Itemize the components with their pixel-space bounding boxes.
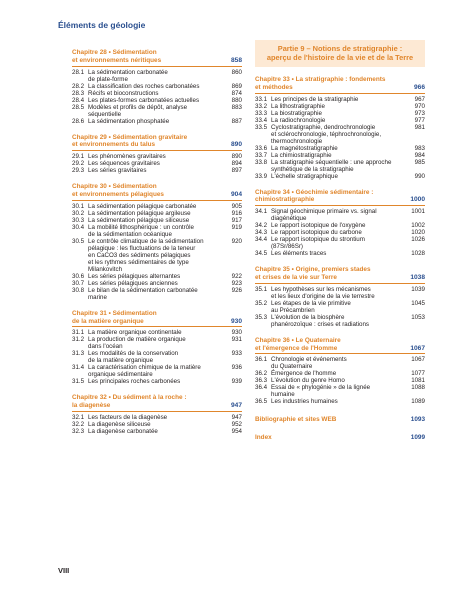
section-number: 33.4	[255, 116, 268, 124]
chapter-page: 890	[230, 141, 242, 149]
section-title: La matière organique continentale	[88, 329, 182, 337]
toc-end-items	[255, 416, 425, 441]
toc-entry	[72, 69, 242, 83]
section-number: 30.2	[72, 209, 85, 217]
section-title: Modèles et profils de dépôt, analyse séquentielle	[88, 103, 188, 118]
toc-entry	[72, 329, 242, 336]
chapter-heading	[72, 310, 242, 326]
chapter-rule	[72, 200, 242, 201]
section-title: La magnétostratigraphie	[271, 144, 338, 152]
section-title: La chimiostratigraphie	[271, 151, 332, 159]
toc-entry	[72, 217, 242, 224]
section-title: Les séquences gravitaires	[88, 160, 160, 168]
section-page: 1067	[411, 356, 425, 364]
section-number: 28.3	[72, 89, 85, 97]
section-number: 28.1	[72, 68, 85, 76]
section-page: 947	[231, 413, 242, 421]
toc-entry	[72, 210, 242, 217]
section-number: 34.2	[255, 222, 268, 230]
chapter-block	[255, 337, 425, 406]
section-number: 31.2	[72, 336, 85, 344]
section-page: 1001	[411, 208, 425, 216]
toc-entry	[255, 356, 425, 370]
section-page: 936	[231, 364, 242, 372]
section-title: Les éléments traces	[271, 250, 327, 258]
section-title: Les plates-formes carbonatées actuelles	[88, 96, 200, 104]
chapter-rule	[255, 93, 425, 94]
chapter-heading	[255, 266, 425, 282]
section-page: 990	[414, 172, 425, 180]
chapter-title: Chapitre 34 • Géochimie sédimentaire : chimiostratigraphie	[255, 188, 374, 204]
chapter-block	[72, 310, 242, 386]
chapter-rule	[255, 353, 425, 354]
section-page: 916	[231, 209, 242, 217]
section-number: 30.3	[72, 216, 85, 224]
section-title: Le rapport isotopique du strontium (87Sr/86Sr)	[271, 236, 365, 251]
section-number: 36.4	[255, 384, 268, 392]
chapter-heading	[72, 183, 242, 199]
chapter-block	[72, 394, 242, 435]
toc-entry	[72, 428, 242, 435]
section-page: 920	[231, 237, 242, 245]
toc-entry	[255, 229, 425, 236]
chapter-title: Chapitre 32 • Du sédiment à la roche : la diagenèse	[72, 394, 187, 410]
section-number: 28.6	[72, 117, 85, 125]
section-page: 931	[231, 336, 242, 344]
section-page: 887	[231, 117, 242, 125]
section-number: 29.2	[72, 160, 85, 168]
section-title: La classification des roches carbonatées	[88, 82, 200, 90]
section-page: 919	[231, 223, 242, 231]
chapter-block	[72, 49, 242, 125]
section-number: 36.1	[255, 356, 268, 364]
chapter-title: Chapitre 35 • Origine, premiers stades et crises de la vie sur Terre	[255, 266, 371, 281]
section-number: 31.5	[72, 378, 85, 386]
section-title: Le rapport isotopique du carbone	[271, 229, 362, 237]
section-number: 29.1	[72, 153, 85, 161]
toc-entry	[72, 160, 242, 167]
section-page: 1002	[411, 222, 425, 230]
section-page: 1053	[411, 313, 425, 321]
toc-right-chapters	[255, 76, 425, 405]
toc-entry	[72, 421, 242, 428]
chapter-title: Chapitre 33 • La stratigraphie : fondements et méthodes	[255, 76, 386, 91]
toc-entry	[72, 118, 242, 125]
toc-entry	[255, 145, 425, 152]
toc-entry	[255, 152, 425, 159]
page-number: VIII	[58, 566, 70, 575]
section-title: Cyclostratigraphie, dendrochronologie et sclérochronologie, téphrochronologie, thermochronologie	[271, 123, 382, 145]
section-page: 939	[231, 378, 242, 386]
end-item-page: 1093	[410, 416, 425, 424]
section-number: 34.1	[255, 208, 268, 216]
toc-entry	[255, 96, 425, 103]
section-title: Les séries pélagiques alternantes	[88, 272, 181, 280]
section-page: 874	[231, 89, 242, 97]
chapter-block	[72, 134, 242, 175]
section-page: 869	[231, 82, 242, 90]
section-number: 34.5	[255, 250, 268, 258]
section-number: 33.7	[255, 151, 268, 159]
chapter-title: Chapitre 31 • Sédimentation de la matière organique	[72, 309, 157, 325]
toc-entry	[255, 370, 425, 377]
chapter-heading	[255, 337, 425, 353]
section-title: Le bilan de la sédimentation carbonatée marine	[88, 286, 198, 301]
section-title: L'échelle stratigraphique	[271, 172, 338, 180]
section-title: Chronologie et événements du Quaternaire	[271, 356, 347, 371]
toc-entry	[72, 364, 242, 378]
chapter-page: 858	[230, 56, 242, 64]
chapter-rule	[72, 411, 242, 412]
section-page: 1045	[411, 299, 425, 307]
section-page: 930	[231, 329, 242, 337]
section-page: 973	[414, 109, 425, 117]
toc-entry	[255, 159, 425, 173]
toc-left-column	[72, 40, 242, 435]
toc-entry	[255, 124, 425, 145]
section-number: 33.3	[255, 109, 268, 117]
section-title: Émergence de l'homme	[271, 370, 337, 378]
section-number: 36.5	[255, 398, 268, 406]
toc-entry	[255, 173, 425, 180]
toc-entry	[72, 287, 242, 301]
toc-entry	[72, 224, 242, 238]
section-title: La mobilité lithosphérique : un contrôle de la sédimentation océanique	[88, 223, 194, 238]
chapter-rule	[72, 326, 242, 327]
section-page: 970	[414, 102, 425, 110]
section-title: Les modalités de la conservation de la matière organique	[88, 350, 179, 365]
section-page: 984	[414, 151, 425, 159]
section-number: 30.4	[72, 223, 85, 231]
section-title: Les séries pélagiques anciennes	[88, 279, 178, 287]
section-page: 1039	[411, 285, 425, 293]
toc-entry	[255, 103, 425, 110]
chapter-title: Chapitre 36 • Le Quaternaire et l'émergence de l'Homme	[255, 336, 341, 352]
section-number: 33.5	[255, 123, 268, 131]
section-title: La lithostratigraphie	[271, 102, 326, 110]
toc-entry	[255, 222, 425, 229]
chapter-heading	[72, 394, 242, 410]
toc-entry	[255, 110, 425, 117]
section-page: 926	[231, 286, 242, 294]
toc-entry	[72, 378, 242, 385]
section-page: 967	[414, 95, 425, 103]
section-page: 954	[231, 427, 242, 435]
section-number: 30.6	[72, 272, 85, 280]
section-title: Récifs et bioconstructions	[88, 89, 159, 97]
end-item	[255, 416, 425, 423]
chapter-page: 1067	[410, 344, 425, 352]
end-item-page: 1099	[410, 434, 425, 442]
section-page: 983	[414, 144, 425, 152]
toc-entry	[72, 350, 242, 364]
section-page: 917	[231, 216, 242, 224]
section-number: 34.3	[255, 229, 268, 237]
chapter-heading	[72, 49, 242, 65]
section-number: 31.3	[72, 350, 85, 358]
section-page: 985	[414, 158, 425, 166]
chapter-rule	[72, 66, 242, 67]
end-item	[255, 434, 425, 441]
section-number: 35.2	[255, 299, 268, 307]
chapter-heading	[255, 189, 425, 205]
toc-entry	[255, 384, 425, 398]
section-number: 28.4	[72, 96, 85, 104]
section-page: 880	[231, 96, 242, 104]
chapter-page: 930	[230, 317, 242, 325]
chapter-title: Chapitre 30 • Sédimentation et environnements pélagiques	[72, 183, 164, 198]
section-title: Les hypothèses sur les mécanismes et les lieux d'origine de la vie terrestre	[271, 285, 375, 300]
section-number: 30.1	[72, 202, 85, 210]
section-title: La sédimentation pélagique siliceuse	[88, 216, 190, 224]
section-title: Les étapes de la vie primitive au Précambrien	[271, 299, 351, 314]
chapter-heading	[72, 134, 242, 150]
section-number: 31.4	[72, 364, 85, 372]
section-title: Signal géochimique primaire vs. signal diagénétique	[271, 208, 377, 223]
section-title: La stratigraphie séquentielle : une approche synthétique de la stratigraphie	[271, 158, 392, 173]
toc-entry	[72, 280, 242, 287]
toc-entry	[255, 300, 425, 314]
running-head: Éléments de géologie	[58, 20, 146, 30]
chapter-page: 1000	[410, 196, 425, 204]
section-number: 33.1	[255, 95, 268, 103]
toc-entry	[72, 238, 242, 273]
chapter-block	[255, 266, 425, 328]
part-heading: Partie 9 – Notions de stratigraphie : aperçu de l'histoire de la vie et de la Terre	[255, 40, 425, 67]
section-number: 30.7	[72, 279, 85, 287]
chapter-block	[255, 189, 425, 258]
section-number: 33.2	[255, 102, 268, 110]
section-page: 897	[231, 167, 242, 175]
section-number: 33.8	[255, 158, 268, 166]
toc-entry	[72, 203, 242, 210]
section-title: Essai de « phylogénie » de la lignée humaine	[271, 384, 371, 399]
section-page: 1081	[411, 377, 425, 385]
toc-entry	[72, 90, 242, 97]
section-number: 30.5	[72, 237, 85, 245]
chapter-page: 947	[230, 402, 242, 410]
section-title: Les industries humaines	[271, 398, 338, 406]
section-title: La sédimentation pélagique argileuse	[88, 209, 191, 217]
toc-entry	[255, 377, 425, 384]
section-page: 1026	[411, 236, 425, 244]
chapter-rule	[255, 283, 425, 284]
section-number: 28.2	[72, 82, 85, 90]
section-title: La sédimentation pélagique carbonatée	[88, 202, 197, 210]
toc-entry	[72, 414, 242, 421]
section-title: Le contrôle climatique de la sédimentation pélagique : les fluctuations de la teneur en CaCO3 des sédiments pélagiques et les rythmes sédimentaires de type Milankovitch	[88, 237, 204, 273]
section-number: 36.2	[255, 370, 268, 378]
toc-entry	[255, 236, 425, 250]
toc-entry	[255, 208, 425, 222]
section-number: 32.3	[72, 427, 85, 435]
toc-entry	[72, 97, 242, 104]
section-page: 933	[231, 350, 242, 358]
section-title: L'évolution de la biosphère phanérozoïque : crises et radiations	[271, 313, 370, 328]
section-number: 36.3	[255, 377, 268, 385]
toc-entry	[72, 104, 242, 118]
toc-entry	[72, 153, 242, 160]
section-number: 34.4	[255, 236, 268, 244]
section-title: La production de matière organique dans l'océan	[88, 336, 186, 351]
toc-right-column	[255, 40, 425, 441]
section-page: 1088	[411, 384, 425, 392]
section-title: Les principales roches carbonées	[88, 378, 181, 386]
toc-entry	[255, 398, 425, 405]
section-title: La diagenèse siliceuse	[88, 420, 151, 428]
section-page: 1089	[411, 398, 425, 406]
section-number: 32.1	[72, 413, 85, 421]
section-title: Le rapport isotopique de l'oxygène	[271, 222, 366, 230]
chapter-page: 904	[230, 190, 242, 198]
section-number: 30.8	[72, 286, 85, 294]
section-number: 31.1	[72, 329, 85, 337]
section-title: L'évolution du genre Homo	[271, 377, 345, 385]
section-page: 1028	[411, 250, 425, 258]
section-number: 33.6	[255, 144, 268, 152]
toc-entry	[72, 273, 242, 280]
section-page: 1020	[411, 229, 425, 237]
section-page: 922	[231, 272, 242, 280]
section-number: 35.1	[255, 285, 268, 293]
section-page: 977	[414, 116, 425, 124]
section-page: 890	[231, 153, 242, 161]
chapter-heading	[255, 76, 425, 92]
section-number: 33.9	[255, 172, 268, 180]
section-title: La biostratigraphie	[271, 109, 322, 117]
section-page: 923	[231, 279, 242, 287]
chapter-title: Chapitre 29 • Sédimentation gravitaire et environnements du talus	[72, 133, 188, 149]
toc-entry	[255, 117, 425, 124]
section-page: 883	[231, 103, 242, 111]
section-number: 35.3	[255, 313, 268, 321]
chapter-page: 1038	[410, 273, 425, 281]
section-page: 894	[231, 160, 242, 168]
section-title: La diagenèse carbonatée	[88, 427, 158, 435]
section-page: 905	[231, 202, 242, 210]
section-title: Les séries gravitaires	[88, 167, 147, 175]
section-number: 28.5	[72, 103, 85, 111]
section-page: 1077	[411, 370, 425, 378]
section-page: 952	[231, 420, 242, 428]
toc-entry	[255, 250, 425, 257]
section-title: Les phénomènes gravitaires	[88, 153, 166, 161]
section-number: 32.2	[72, 420, 85, 428]
section-number: 29.3	[72, 167, 85, 175]
end-item-title: Bibliographie et sites WEB	[255, 416, 337, 424]
section-title: La radiochronologie	[271, 116, 326, 124]
toc-entry	[72, 167, 242, 174]
toc-entry	[72, 83, 242, 90]
toc-entry	[72, 336, 242, 350]
chapter-page: 966	[413, 83, 425, 91]
section-page: 860	[231, 68, 242, 76]
chapter-block	[72, 183, 242, 301]
section-page: 981	[414, 123, 425, 131]
section-title: La sédimentation phosphatée	[88, 117, 170, 125]
chapter-rule	[255, 205, 425, 206]
chapter-block	[255, 76, 425, 180]
toc-entry	[255, 314, 425, 328]
section-title: La caractérisation chimique de la matière organique sédimentaire	[88, 364, 201, 379]
section-title: Les principes de la stratigraphie	[271, 95, 359, 103]
section-title: La sédimentation carbonatée de plate-forme	[88, 68, 168, 83]
end-item-title: Index	[255, 434, 272, 442]
toc-entry	[255, 286, 425, 300]
chapter-rule	[72, 150, 242, 151]
section-title: Les facteurs de la diagenèse	[88, 413, 168, 421]
chapter-title: Chapitre 28 • Sédimentation et environnements néritiques	[72, 49, 162, 64]
